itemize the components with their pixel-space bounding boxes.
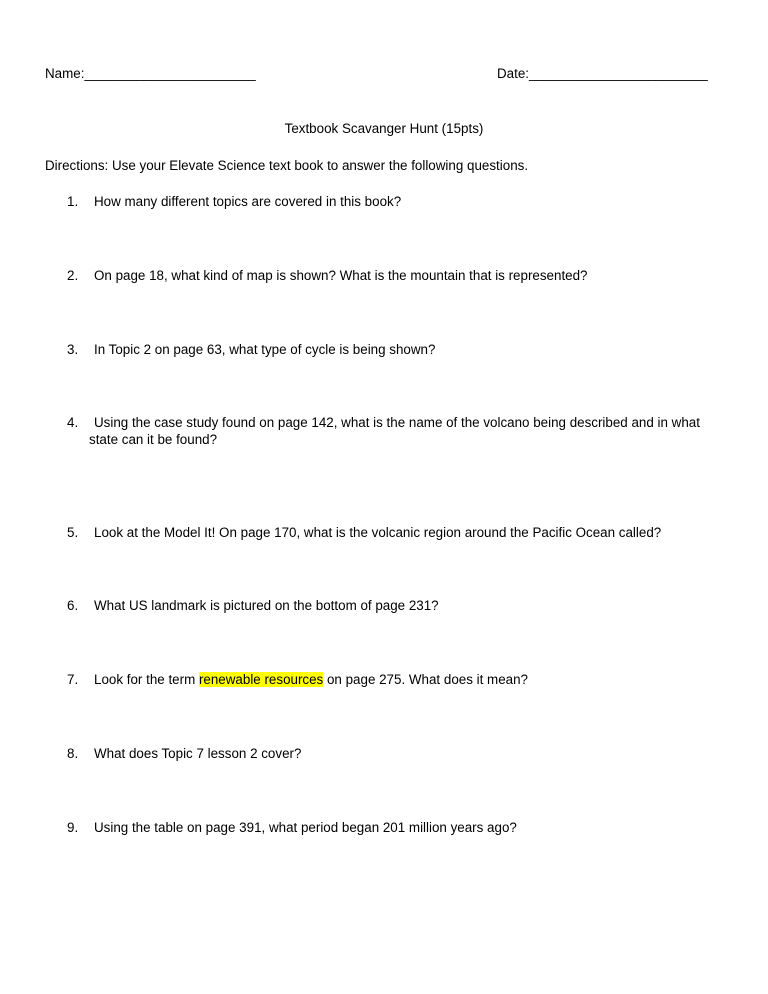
question-number: 8. (67, 746, 79, 761)
question-2 (67, 267, 727, 284)
question-text-after: on page 275. What does it mean? (323, 672, 528, 687)
question-text: Using the table on page 391, what period began 201 million years ago? (94, 820, 517, 835)
question-6 (67, 597, 727, 614)
question-text: In Topic 2 on page 63, what type of cycle is being shown? (94, 342, 436, 357)
question-text: What US landmark is pictured on the bottom of page 231? (94, 598, 439, 613)
question-number: 3. (67, 342, 79, 357)
question-number: 5. (67, 525, 79, 540)
question-number: 2. (67, 268, 79, 283)
question-9 (67, 819, 727, 836)
question-number: 6. (67, 598, 79, 613)
page-title: Textbook Scavanger Hunt (15pts) (284, 121, 484, 136)
question-1 (67, 193, 727, 210)
question-number: 1. (67, 194, 79, 209)
question-text: Look at the Model It! On page 170, what is the volcanic region around the Pacific Ocean called? (94, 525, 662, 540)
question-5 (67, 524, 727, 541)
question-text-before: Look for the term (94, 672, 199, 687)
question-7 (67, 671, 727, 688)
directions-text: Directions: Use your Elevate Science text book to answer the following questions. (45, 158, 529, 173)
question-8 (67, 745, 727, 762)
question-text: How many different topics are covered in this book? (94, 194, 402, 209)
question-text: On page 18, what kind of map is shown? What is the mountain that is represented? (94, 268, 588, 283)
question-text-continued: state can it be found? (89, 432, 218, 447)
highlighted-term: renewable resources (198, 672, 324, 687)
question-number: 4. (67, 415, 79, 430)
question-text: Using the case study found on page 142, what is the name of the volcano being described and in what (94, 415, 700, 430)
question-4 (67, 414, 727, 448)
question-text: What does Topic 7 lesson 2 cover? (94, 746, 302, 761)
date-field: Date:________________________ (497, 66, 708, 81)
question-number: 9. (67, 820, 79, 835)
question-3 (67, 341, 727, 358)
name-field: Name:_______________________ (45, 66, 256, 81)
question-number: 7. (67, 672, 79, 687)
